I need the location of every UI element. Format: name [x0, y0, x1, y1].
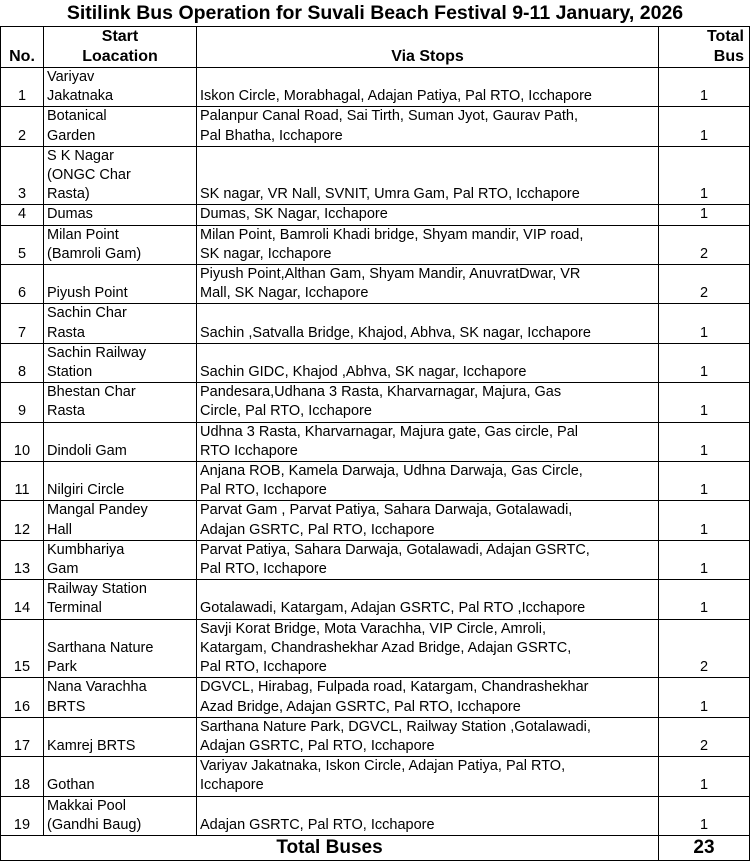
row-number: 3	[1, 146, 44, 205]
table-row	[1, 580, 750, 619]
total-bus: 1	[659, 205, 750, 225]
table-row	[1, 68, 750, 107]
start-location: Makkai Pool (Gandhi Baug)	[44, 796, 197, 835]
row-number: 6	[1, 265, 44, 304]
table-row	[1, 343, 750, 382]
via-stops: Piyush Point,Althan Gam, Shyam Mandir, AnuvratDwar, VR Mall, SK Nagar, Icchapore	[197, 265, 659, 304]
via-stops: SK nagar, VR Nall, SVNIT, Umra Gam, Pal RTO, Icchapore	[197, 146, 659, 205]
total-bus: 1	[659, 107, 750, 146]
table-row	[1, 540, 750, 579]
start-location: Piyush Point	[44, 265, 197, 304]
table-header-row	[1, 27, 750, 68]
via-stops: Savji Korat Bridge, Mota Varachha, VIP Circle, Amroli, Katargam, Chandrashekhar Azad Bridge, Adajan GSRTC, Pal RTO, Icchapore	[197, 619, 659, 678]
via-stops: Palanpur Canal Road, Sai Tirth, Suman Jyot, Gaurav Path, Pal Bhatha, Icchapore	[197, 107, 659, 146]
total-buses-label: Total Buses	[1, 835, 659, 860]
row-number: 4	[1, 205, 44, 225]
row-number: 1	[1, 68, 44, 107]
via-stops: Milan Point, Bamroli Khadi bridge, Shyam mandir, VIP road, SK nagar, Icchapore	[197, 225, 659, 264]
start-location: Milan Point (Bamroli Gam)	[44, 225, 197, 264]
start-location: Kamrej BRTS	[44, 717, 197, 756]
total-bus: 1	[659, 678, 750, 717]
row-number: 19	[1, 796, 44, 835]
table-row	[1, 717, 750, 756]
via-stops: Dumas, SK Nagar, Icchapore	[197, 205, 659, 225]
start-location: Variyav Jakatnaka	[44, 68, 197, 107]
row-number: 16	[1, 678, 44, 717]
total-bus: 1	[659, 580, 750, 619]
start-location: Gothan	[44, 757, 197, 796]
header-total-bus: Total Bus	[659, 27, 750, 68]
table-row	[1, 225, 750, 264]
total-bus: 1	[659, 343, 750, 382]
table-row	[1, 501, 750, 540]
total-bus: 1	[659, 304, 750, 343]
via-stops: Variyav Jakatnaka, Iskon Circle, Adajan Patiya, Pal RTO, Icchapore	[197, 757, 659, 796]
start-location: Bhestan Char Rasta	[44, 383, 197, 422]
row-number: 8	[1, 343, 44, 382]
start-location: Mangal Pandey Hall	[44, 501, 197, 540]
total-bus: 1	[659, 422, 750, 461]
via-stops: Parvat Patiya, Sahara Darwaja, Gotalawadi, Adajan GSRTC, Pal RTO, Icchapore	[197, 540, 659, 579]
via-stops: Anjana ROB, Kamela Darwaja, Udhna Darwaja, Gas Circle, Pal RTO, Icchapore	[197, 462, 659, 501]
row-number: 9	[1, 383, 44, 422]
via-stops: Gotalawadi, Katargam, Adajan GSRTC, Pal RTO ,Icchapore	[197, 580, 659, 619]
header-start-location: Start Loacation	[44, 27, 197, 68]
total-bus: 2	[659, 265, 750, 304]
row-number: 18	[1, 757, 44, 796]
total-buses-value: 23	[659, 835, 750, 860]
total-bus: 1	[659, 146, 750, 205]
via-stops: Parvat Gam , Parvat Patiya, Sahara Darwaja, Gotalawadi, Adajan GSRTC, Pal RTO, Icchapore	[197, 501, 659, 540]
table-row	[1, 146, 750, 205]
table-row	[1, 205, 750, 225]
via-stops: Sarthana Nature Park, DGVCL, Railway Station ,Gotalawadi, Adajan GSRTC, Pal RTO, Icchapore	[197, 717, 659, 756]
via-stops: Adajan GSRTC, Pal RTO, Icchapore	[197, 796, 659, 835]
start-location: Sarthana Nature Park	[44, 619, 197, 678]
row-number: 7	[1, 304, 44, 343]
row-number: 13	[1, 540, 44, 579]
start-location: Dindoli Gam	[44, 422, 197, 461]
table-row	[1, 462, 750, 501]
row-number: 12	[1, 501, 44, 540]
table-row	[1, 265, 750, 304]
total-bus: 1	[659, 462, 750, 501]
via-stops: Sachin ,Satvalla Bridge, Khajod, Abhva, SK nagar, Icchapore	[197, 304, 659, 343]
start-location: Nilgiri Circle	[44, 462, 197, 501]
total-bus: 1	[659, 540, 750, 579]
total-bus: 1	[659, 757, 750, 796]
table-row	[1, 107, 750, 146]
page-title: Sitilink Bus Operation for Suvali Beach Festival 9-11 January, 2026	[66, 2, 684, 24]
header-via-stops: Via Stops	[197, 27, 659, 68]
table-row	[1, 304, 750, 343]
row-number: 11	[1, 462, 44, 501]
table-row	[1, 678, 750, 717]
table-row	[1, 383, 750, 422]
start-location: Railway Station Terminal	[44, 580, 197, 619]
row-number: 2	[1, 107, 44, 146]
via-stops: Udhna 3 Rasta, Kharvarnagar, Majura gate, Gas circle, Pal RTO Icchapore	[197, 422, 659, 461]
via-stops: Iskon Circle, Morabhagal, Adajan Patiya, Pal RTO, Icchapore	[197, 68, 659, 107]
total-row	[1, 835, 750, 860]
via-stops: Sachin GIDC, Khajod ,Abhva, SK nagar, Icchapore	[197, 343, 659, 382]
via-stops: Pandesara,Udhana 3 Rasta, Kharvarnagar, Majura, Gas Circle, Pal RTO, Icchapore	[197, 383, 659, 422]
row-number: 15	[1, 619, 44, 678]
start-location: Kumbhariya Gam	[44, 540, 197, 579]
start-location: Sachin Railway Station	[44, 343, 197, 382]
start-location: Dumas	[44, 205, 197, 225]
table-row	[1, 796, 750, 835]
total-bus: 2	[659, 717, 750, 756]
via-stops: DGVCL, Hirabag, Fulpada road, Katargam, Chandrashekhar Azad Bridge, Adajan GSRTC, Pal RTO, Icchapore	[197, 678, 659, 717]
table-row	[1, 619, 750, 678]
row-number: 17	[1, 717, 44, 756]
total-bus: 2	[659, 225, 750, 264]
bus-route-table	[0, 26, 750, 861]
total-bus: 2	[659, 619, 750, 678]
table-row	[1, 757, 750, 796]
row-number: 10	[1, 422, 44, 461]
total-bus: 1	[659, 796, 750, 835]
total-bus: 1	[659, 501, 750, 540]
start-location: S K Nagar (ONGC Char Rasta)	[44, 146, 197, 205]
total-bus: 1	[659, 68, 750, 107]
start-location: Sachin Char Rasta	[44, 304, 197, 343]
row-number: 5	[1, 225, 44, 264]
table-row	[1, 422, 750, 461]
start-location: Botanical Garden	[44, 107, 197, 146]
row-number: 14	[1, 580, 44, 619]
total-bus: 1	[659, 383, 750, 422]
header-no: No.	[1, 27, 44, 68]
start-location: Nana Varachha BRTS	[44, 678, 197, 717]
